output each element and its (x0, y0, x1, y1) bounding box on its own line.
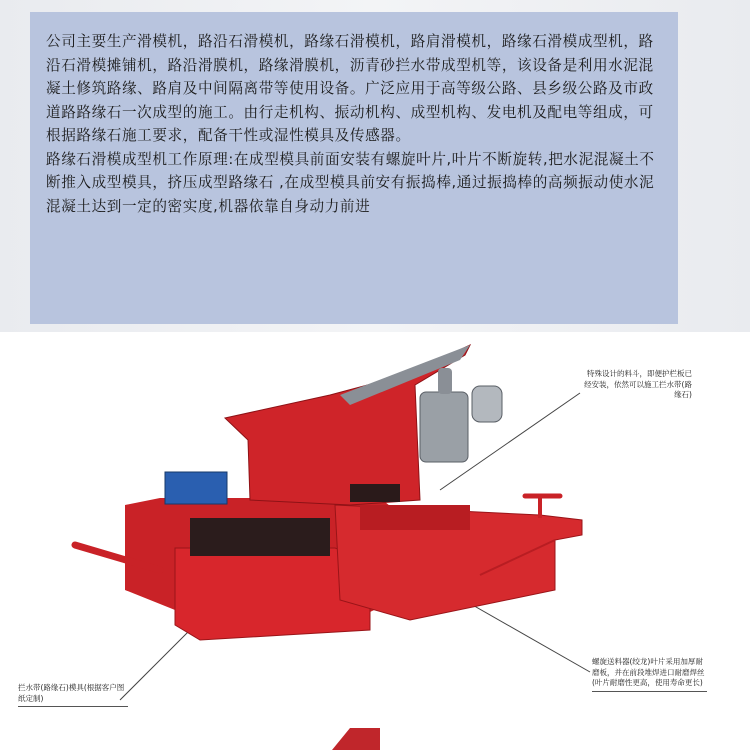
blue-tank (165, 472, 227, 504)
auger-housing (360, 505, 470, 530)
callout-hopper-text: 特殊设计的料斗，即便护栏板已经安装，依然可以施工拦水带(路缘石) (584, 369, 692, 399)
air-filter (472, 386, 502, 422)
description-paragraph-products: 公司主要生产滑模机，路沿石滑模机，路缘石滑模机，路肩滑模机，路缘石滑模成型机，路沿石滑模摊铺机，路沿滑膜机，路缘滑膜机，沥青砂拦水带成型机等，该设备是利用水泥混凝土修筑路缘、路肩及中间隔离带等使用设备。广泛应用于高等级公路、县乡级公路及市政道路路缘石一次成型的施工。由行走机构、振动机构、成型机构、发电机及配电等组成，可根据路缘石施工要求，配备干性或湿性模具及传感器。 (46, 33, 654, 144)
engine-block (420, 392, 468, 462)
callout-mold (18, 683, 128, 707)
exhaust-pipe (438, 368, 452, 394)
callout-line-mold (120, 625, 195, 700)
callout-hopper (582, 369, 692, 401)
callout-auger (592, 657, 707, 692)
hopper-outlet (350, 484, 400, 502)
callout-auger-text: 螺旋送料器(绞龙)叶片采用加厚耐磨板，并在前段堆焊进口耐磨焊丝(叶片耐磨性更高，使用寿命更长) (592, 657, 705, 687)
mold-opening (190, 518, 330, 556)
callout-mold-rule (18, 706, 128, 707)
callout-mold-text: 拦水带(路缘石)模具(根据客户图纸定制) (18, 683, 125, 703)
callout-auger-rule (592, 691, 707, 692)
description-panel (30, 12, 678, 324)
description-paragraph-principle: 路缘石滑模成型机工作原理:在成型模具前面安装有螺旋叶片,叶片不断旋转,把水泥混凝土不断推入成型模具，挤压成型路缘石 ,在成型模具前安有振捣棒,通过振捣棒的高频振动使水泥混凝土达到一定的密实度,机器依靠自身动力前进 (46, 150, 655, 215)
